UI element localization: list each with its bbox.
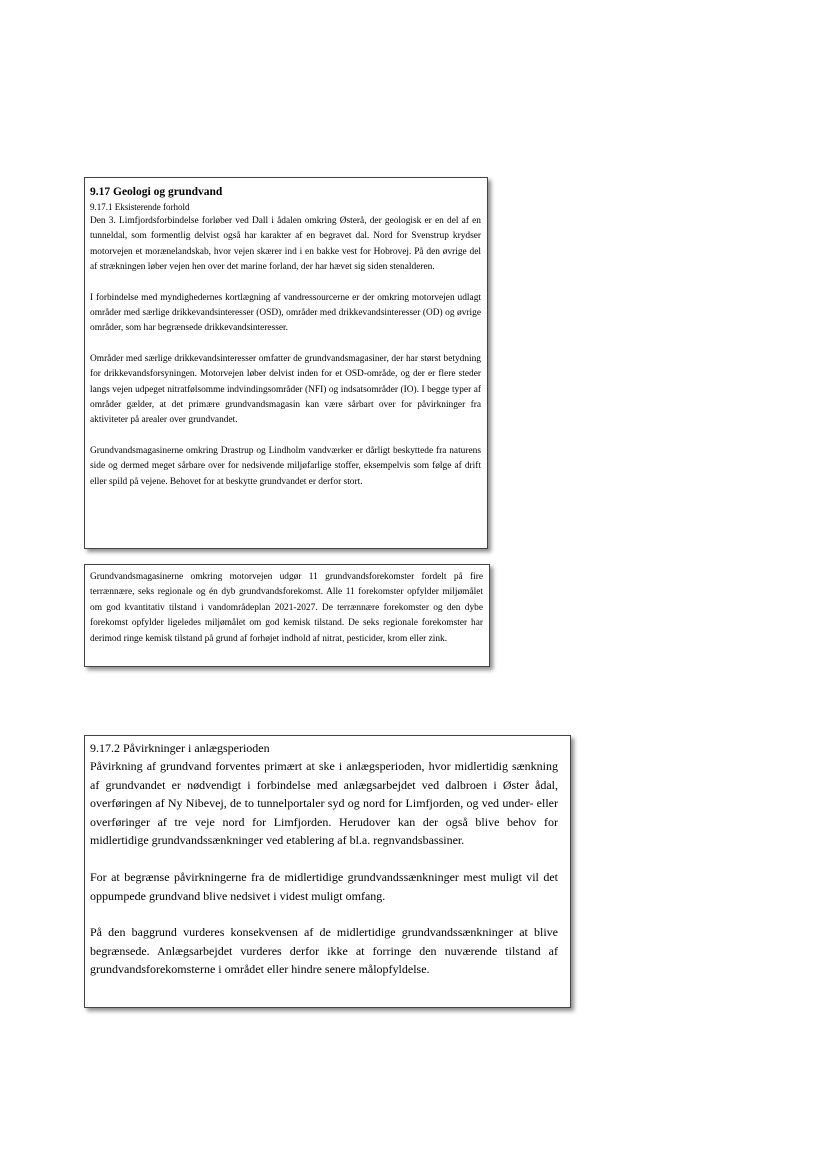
groundwater-bodies-box <box>84 564 490 667</box>
paragraph-geology: Den 3. Limfjordsforbindelse forløber ved Dall i ådalen omkring Østerå, der geologisk er en del af en tunneldal, som formentlig delvist også har karakter af en begravet dal. Nord for Svenstrup krydser motorvejen et morænelandskab, hvor vejen skærer ind i en bakke vest for Hobrovej. På den øvrige del af strækningen løber vejen hen over det marine forland, der har hævet sig siden stenalderen. <box>90 216 481 273</box>
paragraph-drinking-water-areas: Områder med særlige drikkevandsinteresser omfatter de grundvandsmagasiner, der har størst betydning for drikkevandsforsyningen. Motorvejen løber delvist inden for et OSD-område, og der er flere steder langs vejen udpeget nitratfølsomme indvindingsområder (NFI) og indsatsområder (IO). I begge typer af områder gælder, at det primære grundvandsmagasin kan være sårbart over for påvirkninger fra aktiviteter på arealer over grundvandet. <box>90 353 481 426</box>
subsection-heading: 9.17.2 Påvirkninger i anlægsperioden <box>90 741 270 755</box>
paragraph-construction-impact: Påvirkning af grundvand forventes primært at ske i anlægsperioden, hvor midlertidig sænkning af grundvandet er nødvendigt i forbindelse med anlægsarbejdet ved dalbroen i Øster ådal, overføringen af Ny Nibevej, de to tunnelportaler syd og nord for Limfjorden, og ved under- eller overføringer af tre veje nord for Limfjorden. Herudover kan der også blive behov for midlertidige grundvandssænkninger ved etablering af bl.a. regnvandsbassiner. <box>90 759 558 848</box>
section-existing-conditions-box <box>84 177 488 549</box>
section-heading: 9.17 Geologi og grundvand <box>90 186 223 198</box>
paragraph-groundwater-bodies: Grundvandsmagasinerne omkring motorvejen udgør 11 grundvandsforekomster fordelt på fire terrænnære, seks regionale og én dyb grundvandsforekomst. Alle 11 forekomster opfylder miljømålet om god kvantitativ tilstand i vandområdeplan 2021-2027. De terrænnære forekomster og den dybe forekomst opfylder ligeledes miljømålet om god kemisk tilstand. De seks regionale forekomster har derimod ringe kemisk tilstand på grund af forhøjet indhold af nitrat, pesticider, krom eller zink. <box>90 572 483 644</box>
paragraph-conclusion: På den baggrund vurderes konsekvensen af de midlertidige grundvandssænkninger at blive begrænsede. Anlægsarbejdet vurderes derfor ikke at forringe den nuværende tilstand af grundvandsforekomsterne i området eller hindre senere målopfyldelse. <box>90 925 558 977</box>
subsection-heading: 9.17.1 Eksisterende forhold <box>90 202 190 212</box>
paragraph-groundwater-vulnerability: Grundvandsmagasinerne omkring Drastrup og Lindholm vandværker er dårligt beskyttede fra naturens side og dermed meget sårbare over for nedsivende miljøfarlige stoffer, eksempelvis som følge af drift eller spild på vejene. Behovet for at beskytte grundvandet er derfor stort. <box>90 445 481 487</box>
paragraph-mitigation: For at begrænse påvirkningerne fra de midlertidige grundvandssænkninger mest muligt vil det oppumpede grundvand blive nedsivet i videst muligt omfang. <box>90 869 558 903</box>
paragraph-water-resources: I forbindelse med myndighedernes kortlægning af vandressourcerne er der omkring motorvejen udlagt områder med særlige drikkevandsinteresser (OSD), områder med drikkevandsinteresser (OD) og øvrige områder, som har begrænsede drikkevandsinteresser. <box>90 292 481 334</box>
section-construction-impacts-box <box>84 735 571 1008</box>
